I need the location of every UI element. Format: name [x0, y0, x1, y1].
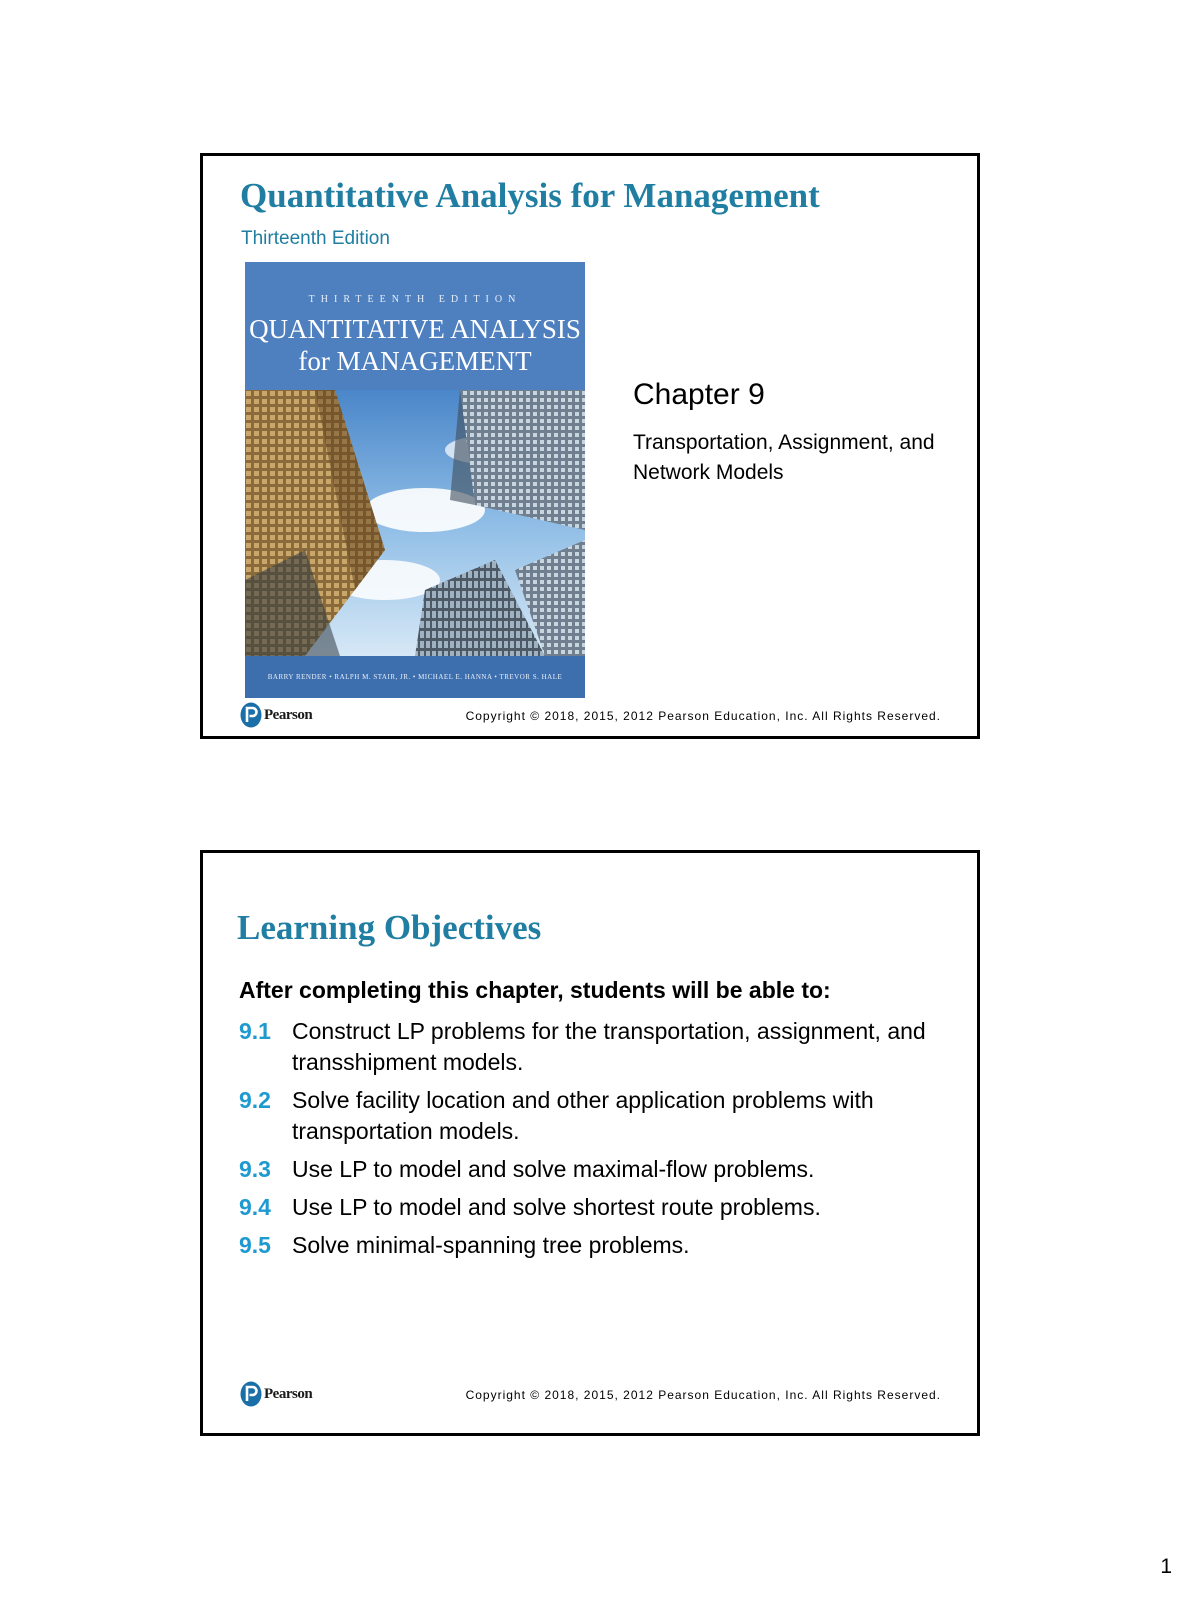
- pearson-logo: [240, 702, 312, 728]
- objective-text: Use LP to model and solve shortest route problems.: [292, 1194, 821, 1220]
- objective-number: 9.3: [239, 1156, 271, 1182]
- objective-number: 9.4: [239, 1194, 271, 1220]
- edition-label: Thirteenth Edition: [241, 228, 390, 249]
- cover-title-line-2: for MANAGEMENT: [298, 346, 532, 376]
- slide-title: Learning Objectives: [237, 908, 542, 947]
- list-item: [239, 1154, 939, 1185]
- skyscrapers-illustration: [245, 390, 585, 656]
- page-number: 1: [1160, 1555, 1172, 1578]
- objective-text: Construct LP problems for the transportation, assignment, and transshipment models.: [292, 1018, 926, 1075]
- list-item: [239, 1085, 939, 1147]
- cover-edition-text: THIRTEENTH EDITION: [308, 294, 522, 305]
- copyright-notice: Copyright © 2018, 2015, 2012 Pearson Education, Inc. All Rights Reserved.: [465, 709, 941, 723]
- pearson-logo: [240, 1381, 312, 1407]
- objectives-list: [239, 1016, 939, 1268]
- objectives-intro: After completing this chapter, students will be able to:: [239, 977, 831, 1003]
- book-title: Quantitative Analysis for Management: [240, 176, 820, 215]
- pearson-logo-text: Pearson: [264, 706, 313, 723]
- cover-title-line-1: QUANTITATIVE ANALYSIS: [249, 314, 581, 344]
- pearson-logo-text: Pearson: [264, 1385, 313, 1402]
- chapter-subtitle: Transportation, Assignment, and Network Models: [633, 431, 935, 484]
- objective-number: 9.2: [239, 1087, 271, 1113]
- learning-objectives-slide: [200, 850, 980, 1436]
- cover-authors: BARRY RENDER • RALPH M. STAIR, JR. • MICHAEL E. HANNA • TREVOR S. HALE: [245, 656, 585, 698]
- list-item: [239, 1230, 939, 1261]
- book-cover-image: [245, 262, 585, 698]
- chapter-label: Chapter 9: [633, 378, 765, 411]
- copyright-notice: Copyright © 2018, 2015, 2012 Pearson Education, Inc. All Rights Reserved.: [465, 1388, 941, 1402]
- objective-text: Use LP to model and solve maximal-flow problems.: [292, 1156, 815, 1182]
- list-item: [239, 1192, 939, 1223]
- pearson-logo-icon: [240, 702, 262, 728]
- list-item: [239, 1016, 939, 1078]
- title-slide: [200, 153, 980, 739]
- objective-number: 9.5: [239, 1232, 271, 1258]
- objective-number: 9.1: [239, 1018, 271, 1044]
- objective-text: Solve facility location and other application problems with transportation models.: [292, 1087, 874, 1144]
- objective-text: Solve minimal-spanning tree problems.: [292, 1232, 690, 1258]
- pearson-logo-icon: [240, 1381, 262, 1407]
